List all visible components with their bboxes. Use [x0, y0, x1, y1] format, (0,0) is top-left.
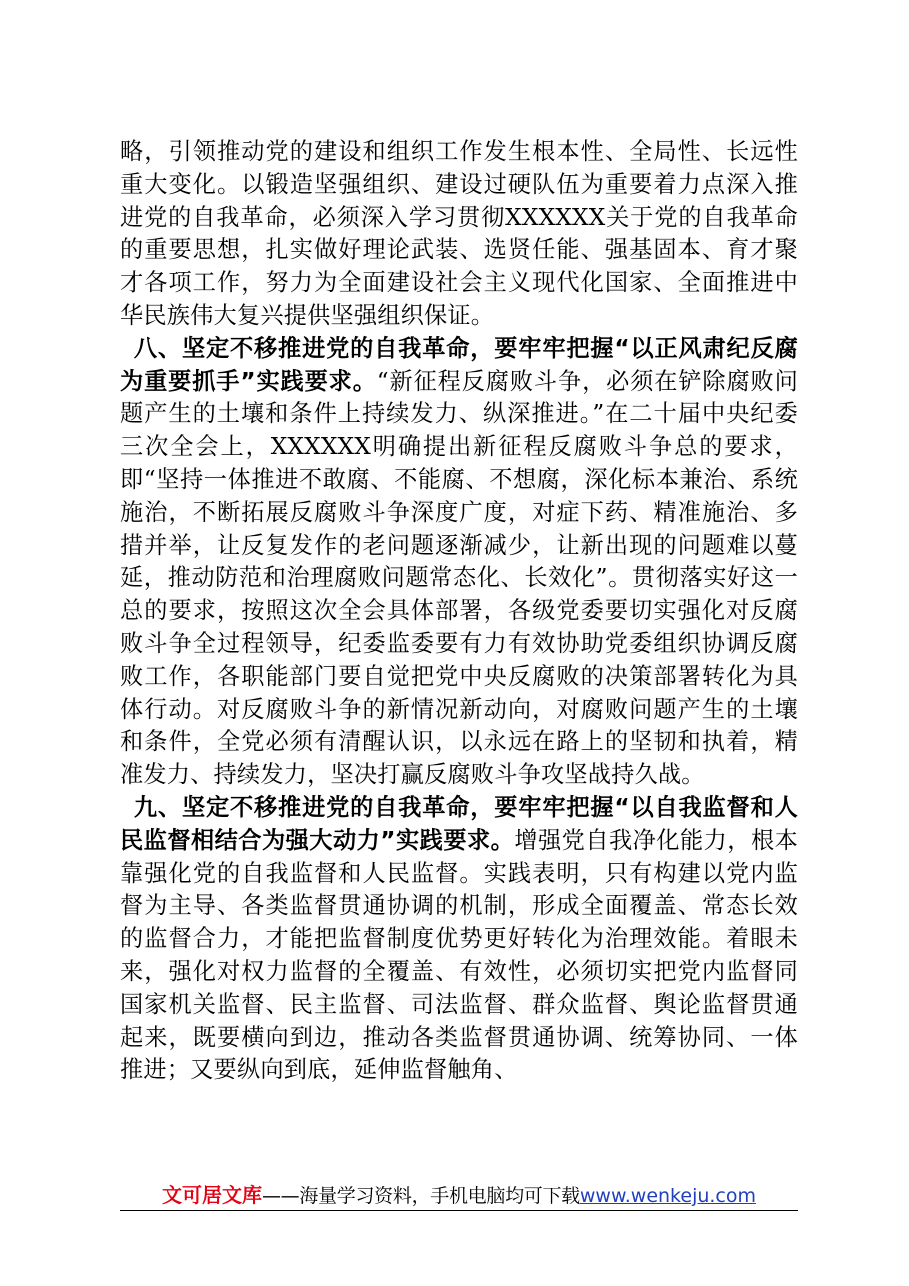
- paragraph-continuation: [120, 136, 798, 333]
- footer-brand: 文可居文库: [161, 1183, 262, 1207]
- paragraph-text: 增强党自我净化能力，根本靠强化党的自我监督和人民监督。实践表明，只有构建以党内监督为主导、各类监督贯通协调的机制，形成全面覆盖、常态长效的监督合力，才能把监督制度优势更好转化为治理效能。着眼未来，强化对权力监督的全覆盖、有效性，必须切实把党内监督同国家机关监督、民主监督、司法监督、群众监督、舆论监督贯通起来，既要横向到边，推动各类监督贯通协调、统筹协同、一体推进；又要纵向到底，延伸监督触角、: [120, 826, 799, 1084]
- footer-tagline: ——海量学习资料，手机电脑均可下载: [261, 1185, 580, 1207]
- paragraph-section-8: [120, 333, 798, 792]
- section-9-heading: 九、坚定不移推进党的自我革命，要牢牢把握“以自我监督和人民监督相结合为强大动力”实践要求。: [120, 793, 798, 854]
- document-body: [120, 136, 798, 1087]
- paragraph-section-9: [120, 792, 798, 1087]
- paragraph-text: 略，引领推动党的建设和组织工作发生根本性、全局性、长远性重大变化。以锻造坚强组织、建设过硬队伍为重要着力点深入推进党的自我革命，必须深入学习贯彻XXXXXX关于党的自我革命的重要思想，扎实做好理论武装、选贤任能、强基固本、育才聚才各项工作，努力为全面建设社会主义现代化国家、全面推进中华民族伟大复兴提供坚强组织保证。: [120, 138, 798, 329]
- footer-site-link[interactable]: www.wenkeju.com: [579, 1185, 757, 1207]
- paragraph-text: “新征程反腐败斗争，必须在铲除腐败问题产生的土壤和条件上持续发力、纵深推进。”在二十届中央纪委三次全会上，XXXXXX明确提出新征程反腐败斗争总的要求，即“坚持一体推进不敢腐、不能腐、不想腐，深化标本兼治、系统施治，不断拓展反腐败斗争深度广度，对症下药、精准施治、多措并举，让反复发作的老问题逐渐减少，让新出现的问题难以蔓延，推动防范和治理腐败问题常态化、长效化”。贯彻落实好这一总的要求，按照这次全会具体部署，各级党委要切实强化对反腐败斗争全过程领导，纪委监委要有力有效协助党委组织协调反腐败工作，各职能部门要自觉把党中央反腐败的决策部署转化为具体行动。对反腐败斗争的新情况新动向，对腐败问题产生的土壤和条件，全党必须有清醒认识，以永远在路上的坚韧和执着，精准发力、持续发力，坚决打赢反腐败斗争攻坚战持久战。: [120, 367, 798, 789]
- section-8-heading: 八、坚定不移推进党的自我革命，要牢牢把握“以正风肃纪反腐为重要抓手”实践要求。: [120, 334, 798, 395]
- page-footer: [120, 1180, 798, 1212]
- footer-divider: [120, 1210, 798, 1211]
